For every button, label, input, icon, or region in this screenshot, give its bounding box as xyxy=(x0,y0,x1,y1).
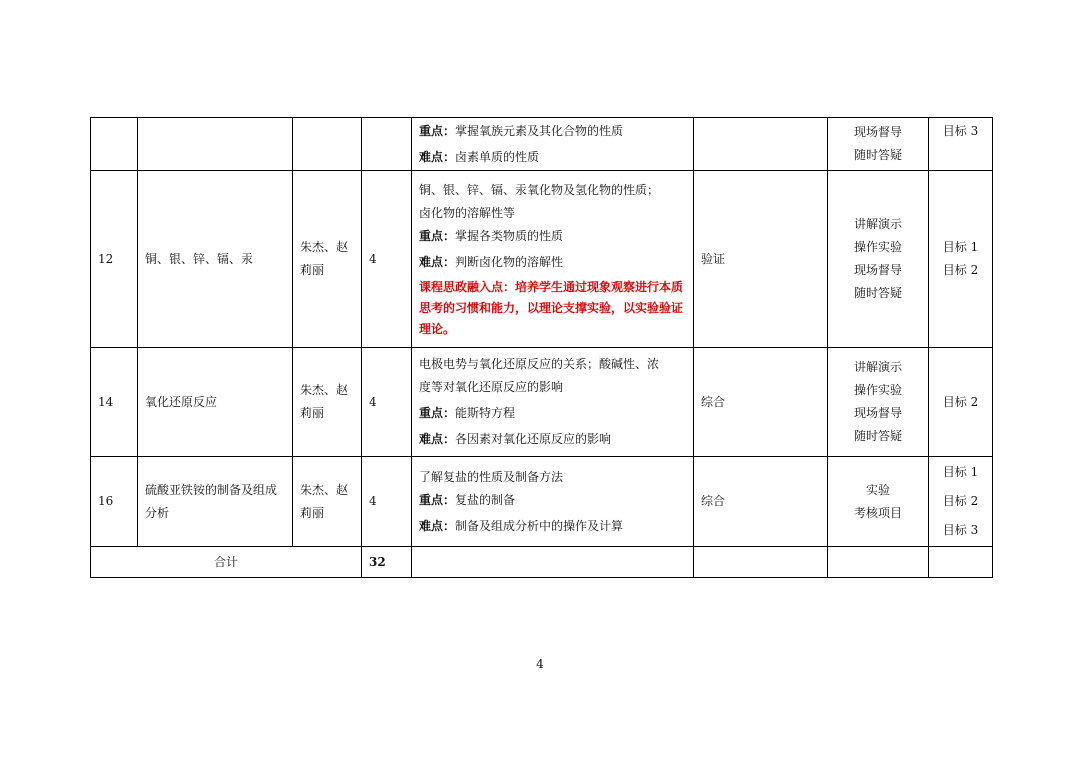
row-number: 16 xyxy=(91,457,138,547)
hours-cell: 4 xyxy=(362,457,412,547)
methods-cell xyxy=(828,348,929,457)
table-row xyxy=(91,348,993,457)
hours-cell: 4 xyxy=(362,171,412,348)
difficult-point xyxy=(419,146,686,169)
methods-cell xyxy=(828,457,929,547)
goal-item: 目标 1 xyxy=(942,240,979,254)
type-cell: 综合 xyxy=(694,457,828,547)
total-goals-cell xyxy=(929,547,993,578)
goal-item: 目标 2 xyxy=(942,263,979,277)
total-content-cell xyxy=(412,547,694,578)
difficult-text: 卤素单质的性质 xyxy=(455,149,540,164)
method-item: 操作实验 xyxy=(853,383,902,397)
total-type-cell xyxy=(694,547,828,578)
total-methods-cell xyxy=(828,547,929,578)
method-item: 随时答疑 xyxy=(853,429,902,443)
methods-cell xyxy=(828,171,929,348)
teacher-cell xyxy=(293,118,362,171)
key-label: 重点： xyxy=(419,406,456,420)
difficult-text: 制备及组成分析中的操作及计算 xyxy=(455,518,624,533)
key-label: 重点： xyxy=(419,492,456,507)
content-line: 铜、银、锌、镉、汞氧化物及氢化物的性质； xyxy=(419,182,660,197)
method-item: 随时答疑 xyxy=(853,286,902,300)
difficult-point xyxy=(419,251,686,274)
method-item: 现场督导 xyxy=(853,125,902,139)
method-item: 讲解演示 xyxy=(853,217,902,231)
content-cell xyxy=(412,457,694,547)
method-item: 操作实验 xyxy=(853,240,902,254)
total-hours: 32 xyxy=(362,547,412,578)
method-item: 考核项目 xyxy=(853,505,902,520)
goal-item: 目标 2 xyxy=(942,394,979,409)
content-line: 卤化物的溶解性等 xyxy=(419,205,516,220)
type-cell: 综合 xyxy=(694,348,828,457)
goal-item: 目标 1 xyxy=(942,465,979,479)
key-label: 重点： xyxy=(419,123,456,138)
goal-item: 目标 3 xyxy=(942,124,979,138)
goals-cell xyxy=(929,118,993,171)
key-point xyxy=(419,120,686,143)
goals-cell xyxy=(929,457,993,547)
table-row xyxy=(91,118,993,171)
method-item: 现场督导 xyxy=(853,263,902,277)
methods-cell xyxy=(828,118,929,171)
row-number: 14 xyxy=(91,348,138,457)
hours-cell xyxy=(362,118,412,171)
goal-item: 目标 2 xyxy=(942,494,979,508)
teacher-cell: 朱杰、赵莉丽 xyxy=(293,457,362,547)
content-cell xyxy=(412,118,694,171)
difficult-label: 难点： xyxy=(419,518,456,533)
content-cell xyxy=(412,348,694,457)
total-row xyxy=(91,547,993,578)
key-point xyxy=(419,402,686,425)
key-text: 掌握各类物质的性质 xyxy=(455,228,564,243)
topic-cell: 氧化还原反应 xyxy=(138,348,293,457)
key-text: 能斯特方程 xyxy=(455,406,516,420)
teacher-cell: 朱杰、赵莉丽 xyxy=(293,348,362,457)
type-cell: 验证 xyxy=(694,171,828,348)
teacher-cell: 朱杰、赵莉丽 xyxy=(293,171,362,348)
table-row xyxy=(91,171,993,348)
key-point xyxy=(419,489,686,512)
ideology-note: 课程思政融入点：培养学生通过现象观察进行本质思考的习惯和能力，以理论支撑实验，以实验验证理论。 xyxy=(419,279,684,336)
method-item: 随时答疑 xyxy=(853,148,902,162)
method-item: 讲解演示 xyxy=(853,360,902,374)
difficult-text: 各因素对氧化还原反应的影响 xyxy=(455,432,612,446)
difficult-point xyxy=(419,428,686,451)
table-row xyxy=(91,457,993,547)
content-line: 了解复盐的性质及制备方法 xyxy=(419,469,564,484)
goal-item: 目标 3 xyxy=(942,523,979,537)
key-label: 重点： xyxy=(419,228,456,243)
goals-cell xyxy=(929,171,993,348)
content-line: 度等对氧化还原反应的影响 xyxy=(419,380,564,394)
difficult-point xyxy=(419,515,686,538)
topic-cell: 硫酸亚铁铵的制备及组成分析 xyxy=(138,457,293,547)
row-number xyxy=(91,118,138,171)
page-number: 4 xyxy=(536,657,544,671)
row-number: 12 xyxy=(91,171,138,348)
content-line: 电极电势与氧化还原反应的关系；酸碱性、浓 xyxy=(419,357,660,371)
topic-cell xyxy=(138,118,293,171)
key-text: 复盐的制备 xyxy=(455,492,516,507)
total-label: 合计 xyxy=(91,547,362,578)
key-text: 掌握氧族元素及其化合物的性质 xyxy=(455,123,624,138)
difficult-label: 难点： xyxy=(419,432,456,446)
method-item: 实验 xyxy=(865,482,890,497)
difficult-label: 难点： xyxy=(419,149,456,164)
type-cell xyxy=(694,118,828,171)
content-cell xyxy=(412,171,694,348)
hours-cell: 4 xyxy=(362,348,412,457)
difficult-text: 判断卤化物的溶解性 xyxy=(455,254,564,269)
method-item: 现场督导 xyxy=(853,406,902,420)
course-schedule-table xyxy=(90,117,993,578)
goals-cell xyxy=(929,348,993,457)
topic-cell: 铜、银、锌、镉、汞 xyxy=(138,171,293,348)
key-point xyxy=(419,225,686,248)
difficult-label: 难点： xyxy=(419,254,456,269)
